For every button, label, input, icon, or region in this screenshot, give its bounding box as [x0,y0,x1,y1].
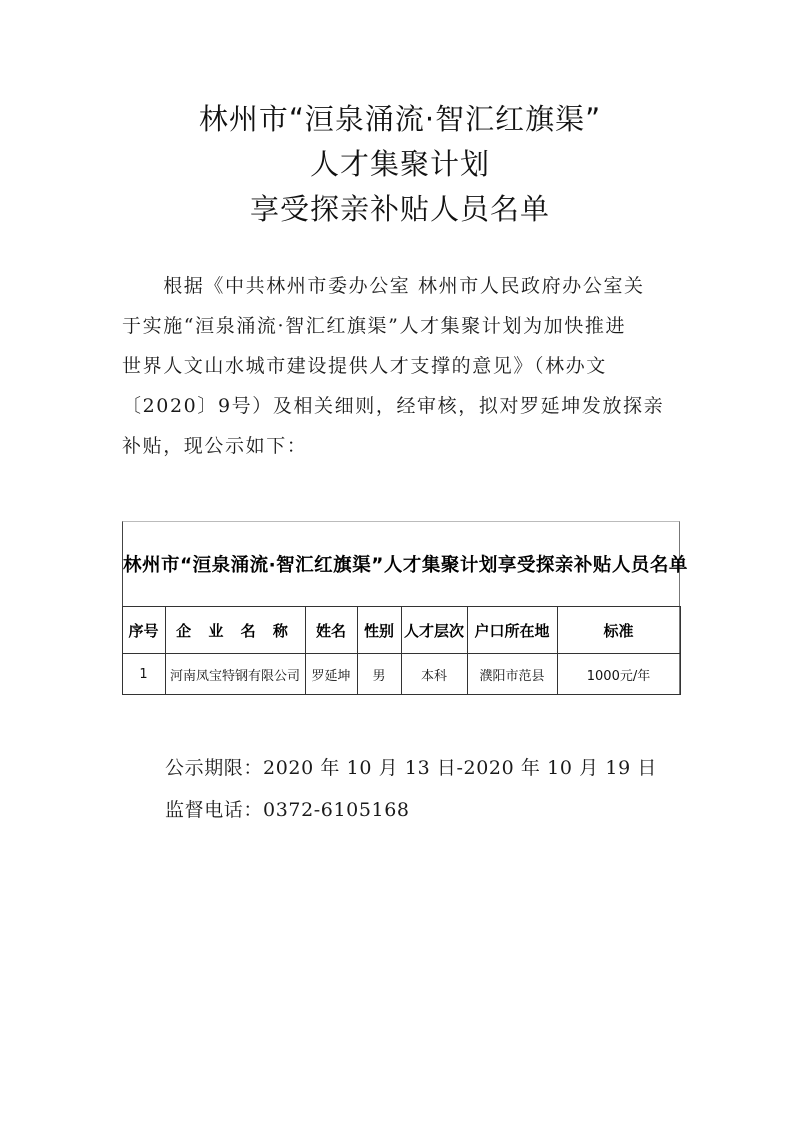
body-paragraph-line-1: 根据《中共林州市委办公室 林州市人民政府办公室关 [122,275,645,297]
header-company: 企 业 名 称 [165,607,305,654]
table-title: 林州市“洹泉涌流·智汇红旗渠”人才集聚计划享受探亲补贴人员名单 [123,555,688,576]
cell-gender: 男 [357,654,401,695]
body-paragraph-line-4: 〔2020〕9号）及相关细则，经审核，拟对罗延坤发放探亲 [122,395,665,417]
table-row [122,654,680,695]
body-paragraph-line-2: 于实施“洹泉涌流·智汇红旗渠”人才集聚计划为加快推进 [122,315,627,337]
body-paragraph-line-5: 补贴，现公示如下： [122,435,308,457]
document-title-line-1: 林州市“洹泉涌流·智汇红旗渠” [198,102,602,136]
cell-standard: 1000元/年 [557,654,680,695]
header-index: 序号 [122,607,165,654]
header-gender: 性别 [357,607,401,654]
cell-index: 1 [122,654,165,695]
header-standard: 标准 [557,607,680,654]
cell-name: 罗延坤 [305,654,357,695]
supervision-phone: 监督电话：0372-6105168 [165,799,410,821]
cell-company: 河南凤宝特钢有限公司 [165,654,305,695]
subsidy-grid [122,606,681,695]
cell-talent-level: 本科 [401,654,467,695]
header-talent-level: 人才层次 [401,607,467,654]
header-household-location: 户口所在地 [467,607,557,654]
document-title-line-3: 享受探亲补贴人员名单 [249,192,550,226]
subsidy-table [122,521,688,695]
publicity-period: 公示期限：2020 年 10 月 13 日-2020 年 10 月 19 日 [165,757,658,779]
header-name: 姓名 [305,607,357,654]
table-header-row [122,607,680,654]
cell-household-location: 濮阳市范县 [467,654,557,695]
document-title-line-2: 人才集聚计划 [309,147,490,181]
body-paragraph-line-3: 世界人文山水城市建设提供人才支撑的意见》（林办文 [122,355,607,377]
